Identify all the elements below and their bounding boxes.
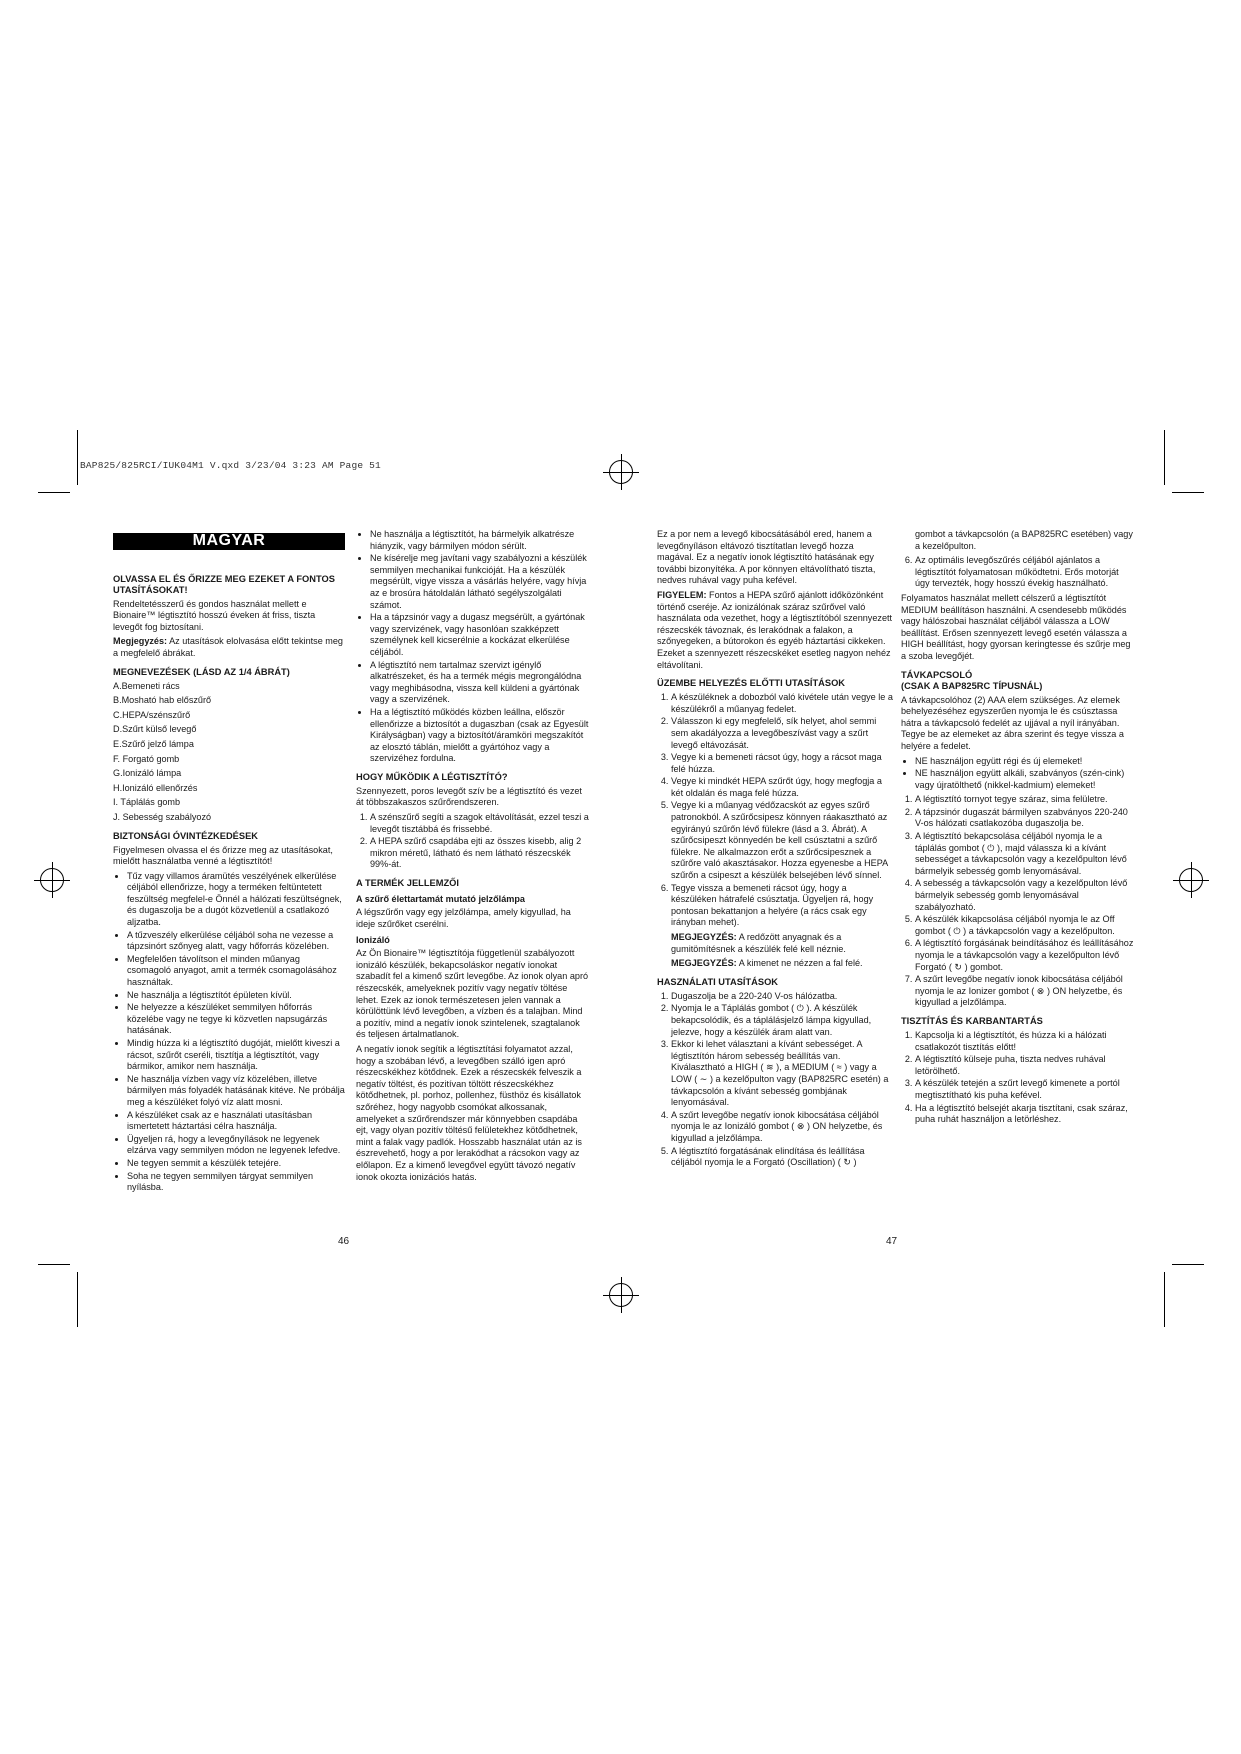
column-1: [113, 533, 345, 1197]
remote-steps: [901, 794, 1135, 1009]
list-item: • Tűz vagy villamos áramütés veszélyének elkerülése céljából ellenőrizze, hogy a terméken feltüntetett feszültség megfelel-e Önnél a hálózati feszültségnek, és dugaszolja be a dugót közvetlenül a csatlakozó aljzatba.: [127, 871, 345, 929]
list-item: • NE használjon együtt alkáli, szabványos (szén-cink) vagy újratölthető (nikkel-kadmium) elemeket!: [915, 768, 1135, 791]
part-label: F. Forgató gomb: [113, 753, 180, 764]
section-heading: ÜZEMBE HELYEZÉS ELŐTTI UTASÍTÁSOK: [657, 678, 846, 689]
list-item: • Ha a tápzsinór vagy a dugasz megsérült, a gyártónak vagy szervizének, vagy hasonlóan szakképzett személynek kell kicserélnie a kockázat elkerülése céljából.: [370, 612, 590, 658]
setup-steps: [657, 692, 893, 929]
list-item: 1. A készüléknek a dobozból való kivétele után vegye le a készülékről a műanyag fedelet.: [671, 692, 893, 715]
crop-mark: [77, 430, 78, 485]
list-item: • Soha ne tegyen semmilyen tárgyat semmilyen nyílásba.: [127, 1171, 345, 1194]
list-item: • A tűzveszély elkerülése céljából soha ne vezesse a tápzsinórt szőnyeg alatt, vagy hőforrás közelében.: [127, 930, 345, 953]
registration-mark-right: [1179, 868, 1203, 892]
registration-mark-left: [40, 868, 64, 892]
crop-mark: [38, 1264, 70, 1265]
list-item: • Ne helyezze a készüléket semmilyen hőforrás közelébe vagy ne tegye ki közvetlen napsugárzás hatásának.: [127, 1002, 345, 1037]
crop-mark: [1164, 430, 1165, 485]
paragraph: A távkapcsolóhoz (2) AAA elem szükséges. Az elemek behelyezéséhez egyszerűen nyomja le és csúsztassa hátra a távkapcsoló fedelét az ujjával a nyíl irányában. Tegye be az elemeket az ábra szerint és tegye vissza a helyére a fedelet.: [901, 694, 1124, 751]
paragraph: Szennyezett, poros levegőt szív be a légtisztító és vezet át többszakaszos szűrőrendszeren.: [356, 785, 582, 808]
page-number-right: 47: [886, 1236, 898, 1247]
list-item: 7. A szűrt levegőbe negatív ionok kibocsátása céljából nyomja le az Ionizer gombot ( ⊗ ) ON helyzetbe, és kigyullad a jelzőlámpa.: [915, 974, 1135, 1009]
list-item: • NE használjon együtt régi és új elemeket!: [915, 756, 1135, 768]
list-item: 6. Az optimális levegőszűrés céljából ajánlatos a légtisztítót folyamatosan működtetni. Erős motorját úgy tervezték, hogy hosszú évekig használható.: [915, 555, 1135, 590]
note-text: A redőzött anyagnak és a gumitömítésnek a készülék felé kell néznie.: [671, 932, 846, 954]
file-header: BAP825/825RCI/IUK04M1 V.qxd 3/23/04 3:23 AM Page 51: [80, 460, 381, 471]
part-label: I. Táplálás gomb: [113, 797, 181, 808]
note-label: MEGJEGYZÉS:: [671, 958, 737, 969]
list-item: 6. A légtisztító forgásának beindításához és leállításához nyomja le a távkapcsolón vagy a kezelőpulton lévő Forgató ( ↻ ) gombot.: [915, 938, 1135, 973]
warning-paragraph: [657, 590, 893, 671]
note-text: A kimenet ne nézzen a fal felé.: [736, 958, 863, 969]
intro-paragraph: Rendeltetésszerű és gondos használat mellett e Bionaire™ légtisztító hosszú éveken át friss, tiszta levegőt fog biztosítani.: [113, 598, 316, 632]
list-item: 2. Válasszon ki egy megfelelő, sík helyet, ahol semmi sem akadályozza a levegőbeszívást vagy a szűrt levegő eltávozását.: [671, 716, 893, 751]
list-item: • Ne használja a légtisztítót, ha bármelyik alkatrésze hiányzik, vagy bármilyen módon sérült.: [370, 529, 590, 552]
page-number-left: 46: [338, 1236, 350, 1247]
section-heading: TISZTÍTÁS ÉS KARBANTARTÁS: [901, 1015, 1043, 1026]
list-item: 2. A HEPA szűrő csapdába ejti az összes kisebb, alig 2 mikron méretű, látható és nem látható részecskék 99%-át.: [370, 836, 590, 871]
list-item: • Megfelelően távolítson el minden műanyag csomagoló anyagot, amit a termék csomagolásához használtak.: [127, 954, 345, 989]
list-item: 3. Vegye ki a bemeneti rácsot úgy, hogy a rácsot maga felé húzza.: [671, 752, 893, 775]
list-item: • Mindig húzza ki a légtisztító dugóját, mielőtt kiveszi a rácsot, szűrőt cseréli, tisztítja a légtisztítót, vagy bármikor, amikor nem használja.: [127, 1038, 345, 1073]
paragraph: Ez a por nem a levegő kibocsátásából ered, hanem a levegőnyíláson eltávozó tisztítatlan levegő hozza magával. Ez a negatív ionok légtisztító hatásának egy további bizonyítéka. A por könnyen eltávolítható tiszta, nedves ruhával vagy puha kefével.: [657, 529, 876, 586]
warning-label: FIGYELEM:: [657, 589, 707, 600]
battery-warnings: [901, 756, 1135, 792]
list-item: • Ne használja vízben vagy víz közelében, illetve bármilyen más folyadék hatásának kitéve. Ne próbálja meg a készüléket folyó víz alatt mosni.: [127, 1074, 345, 1109]
list-item: • Ügyeljen rá, hogy a levegőnyílások ne legyenek elzárva vagy semmilyen módon ne legyenek lefedve.: [127, 1134, 345, 1157]
list-item: 1. Kapcsolja ki a légtisztítót, és húzza ki a hálózati csatlakozót tisztítás előtt!: [915, 1030, 1135, 1053]
cleaning-steps: [901, 1030, 1135, 1126]
list-item: 6. Tegye vissza a bemeneti rácsot úgy, hogy a készüléken hátrafelé csúsztatja. Ügyeljen rá, hogy pontosan bekattanjon a helyére (a rács csak egy irányban mehet).: [671, 883, 893, 929]
part-label: G.Ionizáló lámpa: [113, 768, 182, 779]
list-item: 1. A szénszűrő segíti a szagok eltávolítását, ezzel teszi a levegőt tisztábbá és frissebbé.: [370, 812, 590, 835]
note-text: Az utasítások elolvasása előtt tekintse meg a megfelelő ábrákat.: [113, 636, 343, 658]
registration-mark-bottom: [609, 1283, 633, 1307]
list-item: 3. Ekkor ki lehet választani a kívánt sebességet. A légtisztítón három sebesség beállítás van. Kiválasztható a HIGH ( ≋ ), a MEDIUM ( ≈ ) vagy a LOW ( ∼ ) a kezelőpulton vagy (BAP825RC esetén) a távkapcsolón a kívánt sebesség gombjának lenyomásával.: [671, 1039, 893, 1109]
list-item: 4. A szűrt levegőbe negatív ionok kibocsátása céljából nyomja le az Ionizáló gombot ( ⊗ ) ON helyzetbe, és kigyullad a jelzőlámpa.: [671, 1110, 893, 1145]
note-label: Megjegyzés:: [113, 636, 168, 647]
list-item: 2. A légtisztító külseje puha, tiszta nedves ruhával letörölhető.: [915, 1054, 1135, 1077]
part-label: D.Szűrt külső levegő: [113, 724, 197, 735]
crop-mark: [1172, 492, 1204, 493]
usage-steps-continued: [901, 555, 1135, 590]
part-label: A.Bemeneti rács: [113, 680, 180, 691]
subheading: A szűrő élettartamát mutató jelzőlámpa: [356, 894, 525, 905]
note-label: MEGJEGYZÉS:: [671, 932, 737, 942]
note-paragraph: [657, 958, 893, 970]
list-item: 4. Vegye ki mindkét HEPA szűrőt úgy, hogy megfogja a két oldalán és maga felé húzza.: [671, 776, 893, 799]
section-heading: A TERMÉK JELLEMZŐI: [356, 878, 459, 889]
column-4: [901, 529, 1135, 1129]
list-item: • A légtisztító nem tartalmaz szervizt igénylő alkatrészeket, és ha a termék mégis megrongálódna vagy meghibásodna, vissza kell küldeni a gyártónak vagy a szervizének.: [370, 660, 590, 706]
safety-intro: Figyelmesen olvassa el és őrizze meg az utasításokat, mielőtt használatba venné a légtisztítót!: [113, 844, 333, 867]
list-item: • A készüléket csak az e használati utasításban ismertetett háztartási célra használja.: [127, 1110, 345, 1133]
safety-list-continued: [356, 529, 590, 765]
list-item: 4. A sebesség a távkapcsolón vagy a kezelőpulton lévő bármelyik sebesség gomb lenyomásával szabályozható.: [915, 878, 1135, 913]
safety-list: [113, 871, 345, 1194]
list-item: • Ha a légtisztító működés közben leállna, először ellenőrizze a biztosítót a dugaszban (csak az Egyesült Királyságban) vagy a biztosítót/áramköri megszakítót az elosztó táblán, mielőtt a gyártóhoz vagy a szervizéhez fordulna.: [370, 707, 590, 765]
section-heading: BIZTONSÁGI ÓVINTÉZKEDÉSEK: [113, 830, 258, 841]
list-item: 1. Dugaszolja be a 220-240 V-os hálózatba.: [671, 991, 893, 1003]
paragraph: Az Ön Bionaire™ légtisztítója függetlenül szabályozott ionizáló készülék, bekapcsoláskor negatív ionokat szabadít fel a kimenő szűrt levegőbe. Az ionok olyan apró részecskék, amelyeknek pozitív vagy negatív töltése lehet. Ezek az ionok természetesen jelen vannak a körülöttünk lévő levegőben, a vízben és a talajban. Mind a pozitív, mind a negatív ionok szintelenek, szagtalanok és teljesen ártalmatlanok.: [356, 948, 589, 1040]
section-heading: TÁVKAPCSOLÓ: [901, 669, 973, 680]
list-item: 3. A készülék tetején a szűrt levegő kimenete a portól megtisztítható kis puha kefével.: [915, 1078, 1135, 1101]
usage-steps: [657, 991, 893, 1169]
column-2: [356, 529, 590, 1186]
paragraph: A légszűrőn vagy egy jelzőlámpa, amely kigyullad, ha ideje szűrőket cserélni.: [356, 907, 571, 929]
list-item: 2. A tápzsinór dugaszát bármilyen szabványos 220-240 V-os hálózati csatlakozóba dugaszolja be.: [915, 807, 1135, 830]
section-heading: HASZNÁLATI UTASÍTÁSOK: [657, 976, 779, 987]
filter-steps: [356, 812, 590, 871]
section-heading: HOGY MŰKÖDIK A LÉGTISZTÍTÓ?: [356, 771, 508, 782]
note-paragraph: [657, 932, 893, 955]
part-label: E.Szűrő jelző lámpa: [113, 738, 194, 749]
paragraph: A negatív ionok segítik a légtisztítási folyamatot azzal, hogy a szobában lévő, a levegőben szálló igen apró részecskékhez kötődnek. Ezek a részecskék felveszik a negatív töltést, és pozitívan töltött részecskékhez kötődhetnek, pl. porhoz, pollenhez, füsthöz és kisállatok szőréhez, hogy nagyobb csomókat alkossanak, amelyeket a szűrőrendszer már könnyebben csapdába ejt, vagy olyan pozitív töltésű felületekhez kötődhetnek, mint a falak vagy padlók. Hosszabb használat után az is észrevehető, hogy a por lerakódhat a rácsokon vagy az előlapon. Ez a kimenő levegővel együtt távozó negatív ionok okozta ionizációs hatás.: [356, 1043, 582, 1182]
part-label: H.Ionizáló ellenőrzés: [113, 782, 198, 793]
list-item: • Ne kísérelje meg javítani vagy szabályozni a készülék semmilyen mechanikai funkcióját. Ha a készülék megsérült, vigye vissza a vásárlás helyére, vagy hívja az e brosúra hátoldalán látható segélyszolgálati számot.: [370, 553, 590, 611]
list-item: 5. A készülék kikapcsolása céljából nyomja le az Off gombot ( ⏻ ) a távkapcsolón vagy a kezelőpulton.: [915, 914, 1135, 937]
list-item: 4. Ha a légtisztító belsejét akarja tisztítani, csak száraz, puha ruhát használjon a letörléshez.: [915, 1103, 1135, 1126]
language-banner: MAGYAR: [113, 533, 345, 550]
list-item: 1. A légtisztító tornyot tegye száraz, sima felületre.: [915, 794, 1135, 806]
list-item: 2. Nyomja le a Táplálás gombot ( ⏻ ). A készülék bekapcsolódik, és a táplálásjelző lámpa kigyullad, jelezve, hogy a készülék áram alatt van.: [671, 1003, 893, 1038]
list-item: 5. A légtisztító forgatásának elindítása és leállítása céljából nyomja le a Forgató (Oscillation) ( ↻ ): [671, 1146, 893, 1169]
section-heading: MEGNEVEZÉSEK (LÁSD AZ 1/4 ÁBRÁT): [113, 666, 290, 677]
paragraph: Folyamatos használat mellett célszerű a légtisztítót MEDIUM beállításon használni. A csendesebb működés vagy hálószobai használat céljából válassza a LOW beállítást. Erősen szennyezett levegő esetén válassza a HIGH beállítást, hogy gyorsan keringtesse és szűrje meg a szoba levegőjét.: [901, 592, 1131, 661]
warning-text: Fontos a HEPA szűrő ajánlott időközönként történő cseréje. Az ionizálónak száraz szűrővel való használata oda vezethet, hogy a légtisztítóból szennyezett részecskék távoznak, és lerakódnak a falakon, a szőnyegeken, a bútorokon és egyéb háztartási cikkeken. Ezeket a szennyezett részecskéket esetleg nagyon nehéz eltávolítani.: [657, 589, 893, 670]
section-heading: OLVASSA EL ÉS ŐRIZZE MEG EZEKET A FONTOS UTASÍTÁSOKAT!: [113, 573, 335, 595]
part-label: C.HEPA/szénszűrő: [113, 709, 191, 720]
part-label: B.Mosható hab előszűrő: [113, 695, 212, 706]
crop-mark: [38, 492, 70, 493]
continued-text: gombot a távkapcsolón (a BAP825RC esetében) vagy a kezelőpulton.: [915, 529, 1133, 551]
note-paragraph: [113, 636, 345, 659]
crop-mark: [1164, 1272, 1165, 1327]
list-item: 3. A légtisztító bekapcsolása céljából nyomja le a táplálás gombot ( ⏻ ), majd válassza ki a kívánt sebességet a távkapcsolón vagy a kezelőpulton lévő bármelyik sebesség gomb lenyomásával.: [915, 831, 1135, 877]
crop-mark: [1172, 1264, 1204, 1265]
column-3: [657, 529, 893, 1172]
list-item: • Ne tegyen semmit a készülék tetejére.: [127, 1158, 345, 1170]
section-subheading: (CSAK A BAP825RC TÍPUSNÁL): [901, 680, 1043, 691]
crop-mark: [77, 1272, 78, 1327]
registration-mark-top: [609, 460, 633, 484]
parts-list: [113, 681, 345, 824]
list-item: • Ne használja a légtisztítót épületen kívül.: [127, 990, 345, 1002]
subheading: Ionizáló: [356, 935, 390, 946]
list-item: 5. Vegye ki a műanyag védőzacskót az egyes szűrő patronokból. A szűrőcsipesz könnyen ráakasztható az egyirányú szűrőn lévő fülekre (lásd a 3. Ábrát). A szűrőcsipeszt könnyedén be kell csúsztatni a szűrő fülekre. Ne alkalmazzon erőt a szűrőcsipesznek a szűrőre való akasztásakor. Hozza egyenesbe a HEPA szűrőn a csipeszt a készülék belsejében lévő sínnel.: [671, 800, 893, 881]
part-label: J. Sebesség szabályozó: [113, 811, 212, 822]
